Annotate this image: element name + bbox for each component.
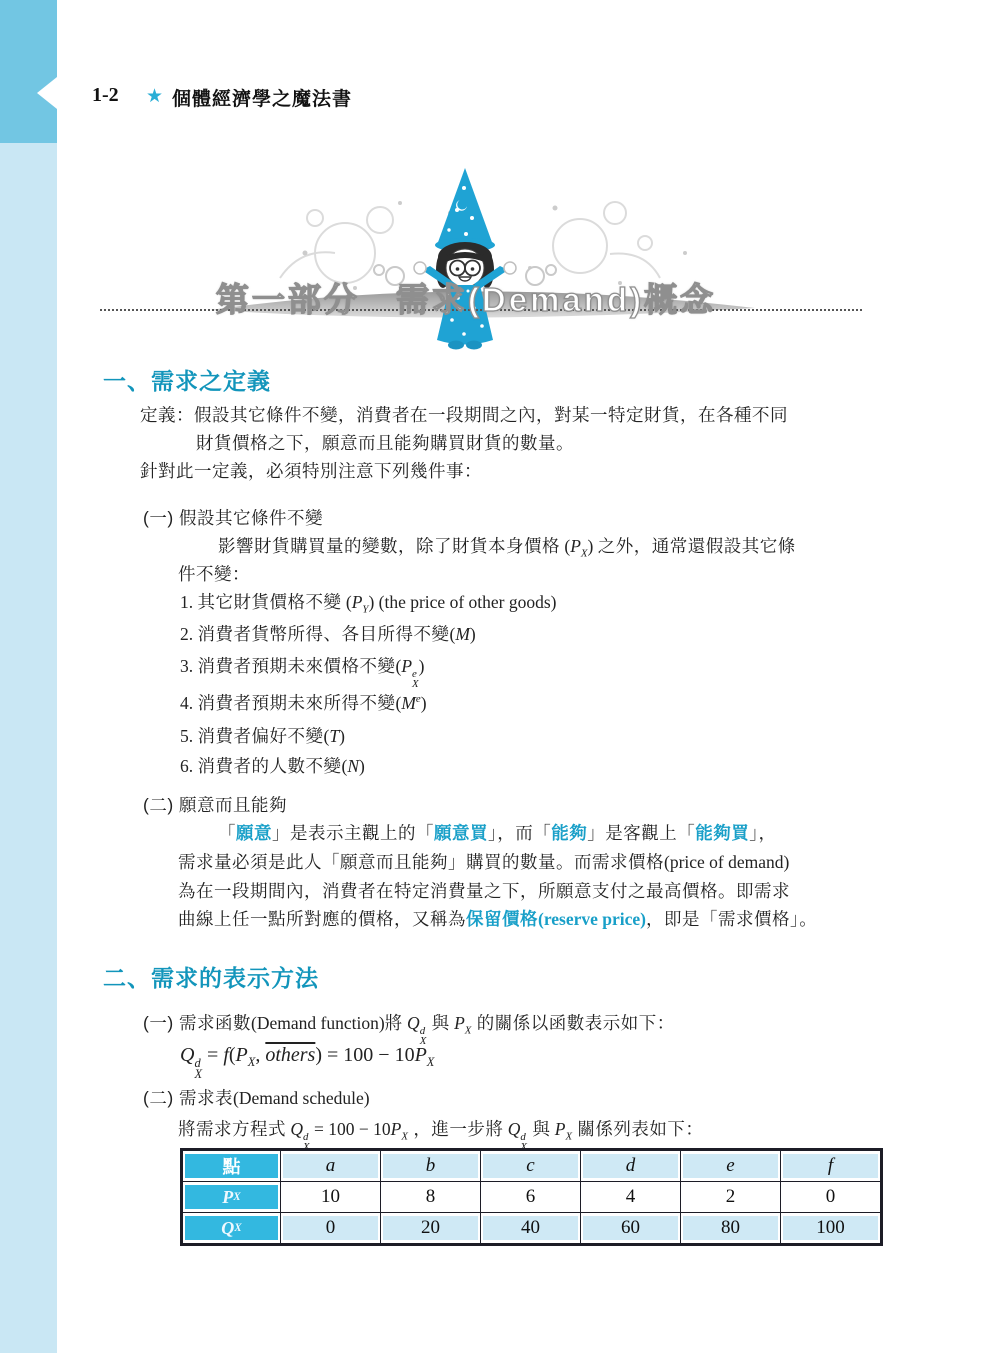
star-icon: ★: [146, 86, 164, 107]
section2-heading: 二、需求的表示方法: [103, 965, 319, 991]
wizard-character: [414, 168, 516, 350]
quantity-value: 0: [283, 1216, 378, 1240]
assumption-item-4: 4. 消費者預期未來所得不變(Me): [180, 693, 427, 713]
sub2-para-line-1: 「願意」是表示主觀上的「願意買」，而「能夠」是客觀上「能夠買」，: [218, 823, 777, 843]
section1-heading: 一、需求之定義: [103, 368, 271, 394]
sub2-heading: (二) 願意而且能夠: [143, 795, 288, 815]
strip-notch-arrow: [37, 77, 57, 109]
price-value: 2: [683, 1185, 778, 1209]
quantity-value: 80: [683, 1216, 778, 1240]
price-value: 6: [483, 1185, 578, 1209]
demand-function-formula: Q d X = $f(P_X$, others) = $100 - 10P_X$: [180, 1044, 435, 1082]
book-title: 個體經濟學之魔法書: [172, 89, 353, 110]
col-header-a: a: [283, 1154, 378, 1178]
assumption-item-1: 1. 其它財貨價格不變 $(P_Y)$ (the price of other goods): [180, 592, 557, 616]
wizard-banner-illustration: [100, 158, 880, 350]
sub2-para-line-3: 為在一段期間內，消費者在特定消費量之下，所願意支付之最高價格。即需求: [178, 881, 790, 901]
quantity-row-label: Q X: [185, 1216, 278, 1240]
sub1-para-line-1: 影響財貨購買量的變數，除了財貨本身價格 $(P_X)$ 之外，通常還假設其它條: [218, 536, 796, 560]
assumption-item-3: 3. 消費者預期未來價格不變(P e X ): [180, 656, 425, 691]
sidebar-strip-dark: [0, 0, 57, 143]
quantity-row: [182, 1213, 882, 1245]
demand-schedule-heading: (二) 需求表(Demand schedule): [143, 1088, 370, 1108]
page-number: 1-2: [92, 84, 119, 106]
assumption-item-2: 2. 消費者貨幣所得、各目所得不變(M): [180, 624, 476, 644]
part-title: 第一部分 需求(Demand)概念: [215, 281, 717, 318]
definition-note: 針對此一定義，必須特別注意下列幾件事：: [140, 461, 482, 481]
sub2-para-line-2: 需求量必須是此人「願意而且能夠」購買的數量。而需求價格(price of demand): [178, 852, 790, 872]
table-corner-cell: 點: [185, 1154, 278, 1178]
sub1-heading: (一) 假設其它條件不變: [143, 508, 324, 528]
col-header-e: e: [683, 1154, 778, 1178]
col-header-f: f: [783, 1154, 878, 1178]
definition-line-1: 定義：假設其它條件不變，消費者在一段期間之內，對某一特定財貨，在各種不同: [140, 405, 788, 425]
price-value: 0: [783, 1185, 878, 1209]
definition-line-2: 財貨價格之下，願意而且能夠購買財貨的數量。: [196, 433, 574, 453]
price-value: 10: [283, 1185, 378, 1209]
col-header-b: b: [383, 1154, 478, 1178]
table-header-row: [182, 1150, 882, 1182]
quantity-value: 60: [583, 1216, 678, 1240]
price-row: [182, 1182, 882, 1213]
quantity-value: 100: [783, 1216, 878, 1240]
demand-function-line: (一) 需求函數(Demand function)將 Q d X 與 $P_X$ 的關係以函數表示如下：: [143, 1013, 675, 1048]
sub1-para-line-2: 件不變：: [178, 564, 250, 584]
demand-schedule-table: [180, 1148, 883, 1246]
assumption-item-5: 5. 消費者偏好不變(T): [180, 726, 345, 746]
assumption-item-6: 6. 消費者的人數不變(N): [180, 756, 365, 776]
col-header-d: d: [583, 1154, 678, 1178]
sidebar-strip-light: [0, 143, 57, 1353]
sub2-para-line-4: 曲線上任一點所對應的價格，又稱為保留價格(reserve price)，即是「需求價格」。: [178, 909, 818, 929]
quantity-value: 20: [383, 1216, 478, 1240]
price-row-label: P X: [185, 1185, 278, 1209]
col-header-c: c: [483, 1154, 578, 1178]
price-value: 4: [583, 1185, 678, 1209]
demand-schedule-intro: 將需求方程式 Q d X = $100 - 10P_X$ ，進一步將 Q d X 與 $P_X$ 關係列表如下：: [178, 1119, 704, 1154]
quantity-value: 40: [483, 1216, 578, 1240]
price-value: 8: [383, 1185, 478, 1209]
